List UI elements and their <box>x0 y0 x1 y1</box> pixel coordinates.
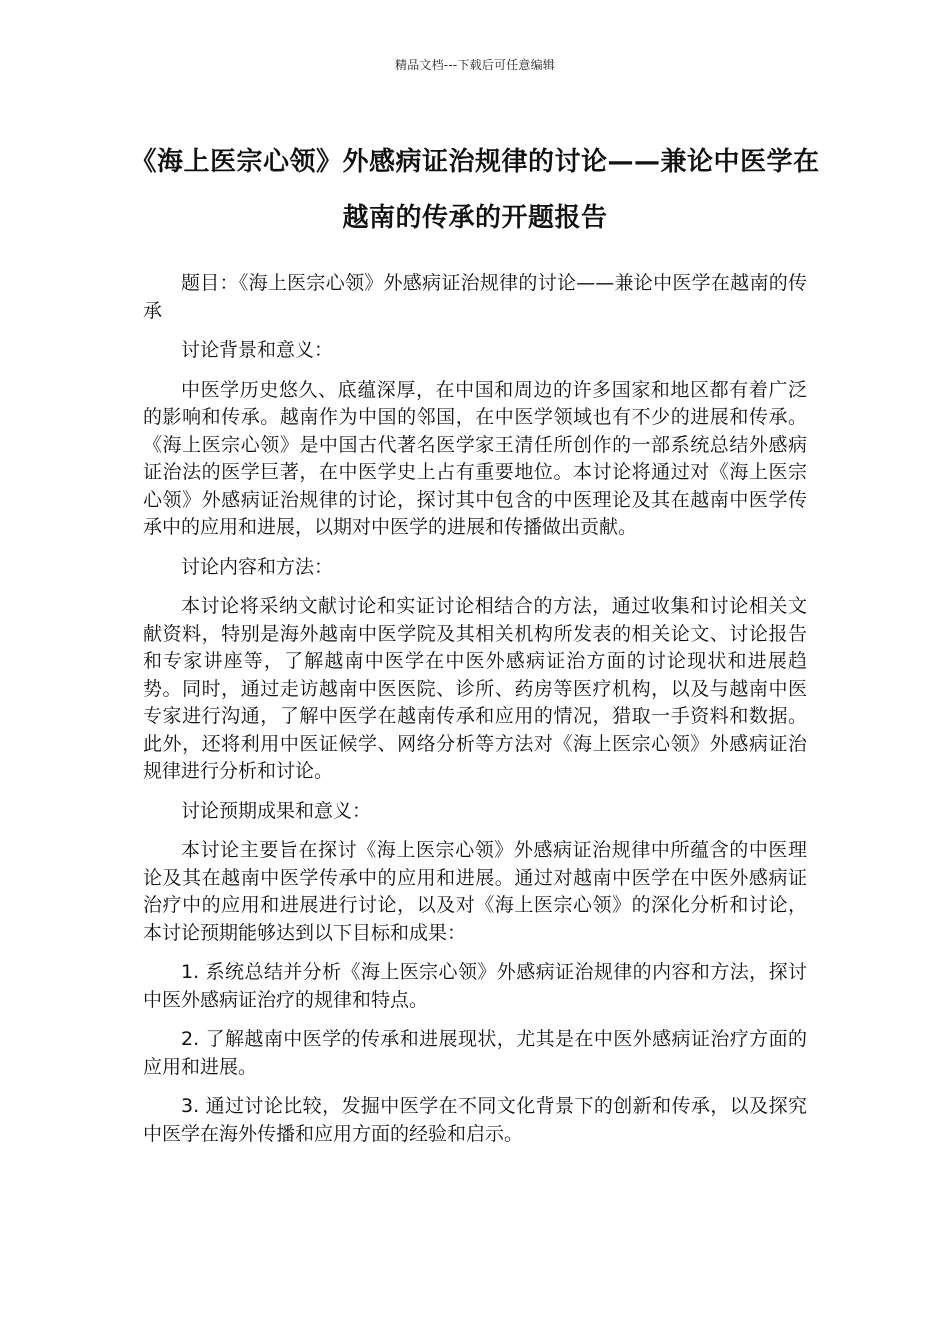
outcome-heading: 讨论预期成果和意义： <box>181 799 372 822</box>
topic-paragraph: 题目：《海上医宗心领》外感病证治规律的讨论——兼论中医学在越南的传承 <box>143 272 807 322</box>
background-paragraph: 中医学历史悠久、底蕴深厚，在中国和周边的许多国家和地区都有着广泛的影响和传承。越南作为中国的邻国，在中医学领域也有不少的进展和传承。《海上医宗心领》是中国古代著名医学家王清任所创作的一部系统总结外感病证治法的医学巨著，在中医学史上占有重要地位。本讨论将通过对《海上医宗心领》外感病证治规律的讨论，探讨其中包含的中医理论及其在越南中医学传承中的应用和进展，以期对中医学的进展和传播做出贡献。 <box>143 378 807 538</box>
goal-item-2: 2. 了解越南中医学的传承和进展现状，尤其是在中医外感病证治疗方面的应用和进展。 <box>143 1028 807 1078</box>
goal-item-1: 1. 系统总结并分析《海上医宗心领》外感病证治规律的内容和方法，探讨中医外感病证治疗的规律和特点。 <box>143 961 807 1011</box>
method-paragraph: 本讨论将采纳文献讨论和实证讨论相结合的方法，通过收集和讨论相关文献资料，特别是海外越南中医学院及其相关机构所发表的相关论文、讨论报告和专家讲座等，了解越南中医学在中医外感病证治方面的讨论现状和进展趋势。同时，通过走访越南中医医院、诊所、药房等医疗机构，以及与越南中医专家进行沟通，了解中医学在越南传承和应用的情况，猎取一手资料和数据。此外，还将利用中医证候学、网络分析等方法对《海上医宗心领》外感病证治规律进行分析和讨论。 <box>143 595 807 782</box>
document-title: 《海上医宗心领》外感病证治规律的讨论——兼论中医学在越南的传承的开题报告 <box>130 147 820 233</box>
document-body <box>143 270 807 1160</box>
goal-item-3: 3. 通过讨论比较，发掘中医学在不同文化背景下的创新和传承，以及探究中医学在海外传播和应用方面的经验和启示。 <box>143 1095 807 1145</box>
background-heading: 讨论背景和意义： <box>181 339 334 361</box>
method-heading: 讨论内容和方法： <box>181 555 334 578</box>
page-header-note: 精品文档---下载后可任意编辑 <box>395 58 555 72</box>
outcome-paragraph: 本讨论主要旨在探讨《海上医宗心领》外感病证治规律中所蕴含的中医理论及其在越南中医学传承中的应用和进展。通过对越南中医学在中医外感病证治疗中的应用和进展进行讨论，以及对《海上医宗心领》的深化分析和讨论，本讨论预期能够达到以下目标和成果： <box>143 839 807 944</box>
